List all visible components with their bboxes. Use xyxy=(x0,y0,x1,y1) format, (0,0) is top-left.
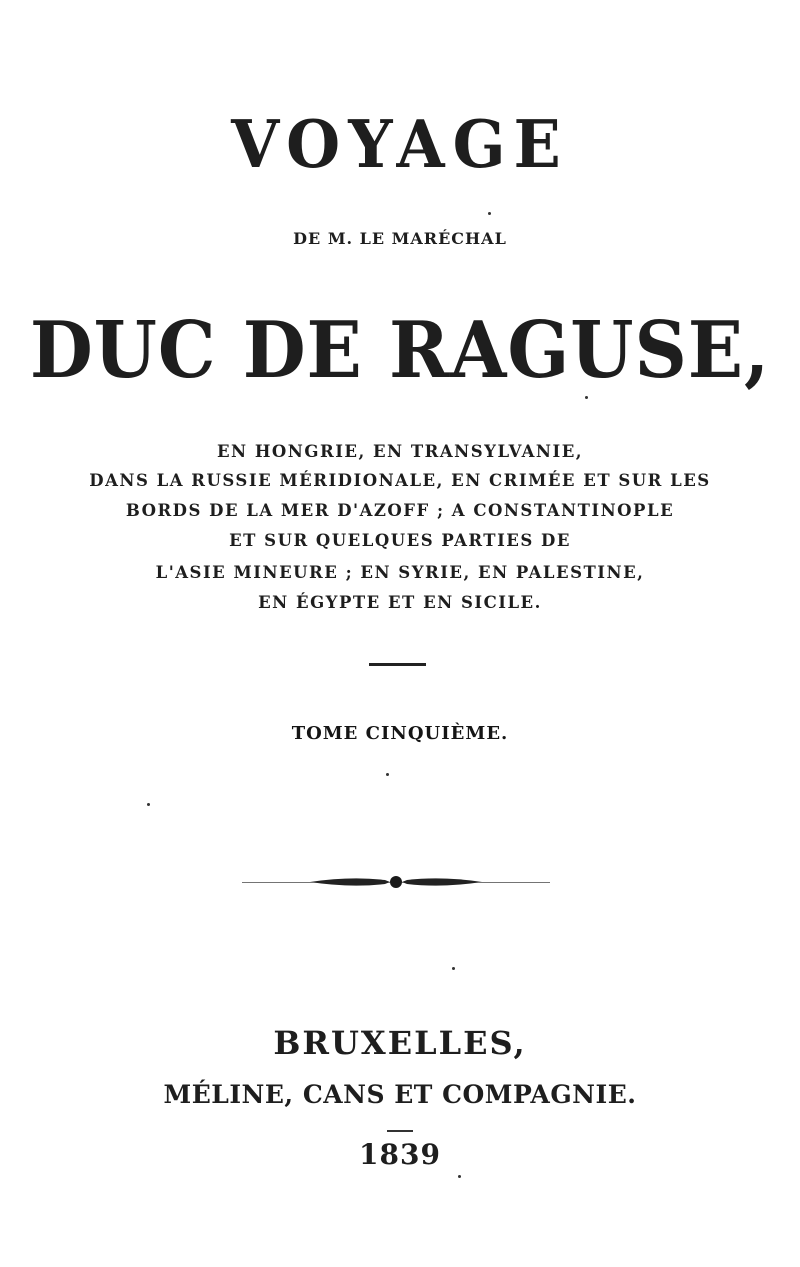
author-prefix: DE M. LE MARÉCHAL xyxy=(293,229,507,248)
paper-speck xyxy=(386,773,389,776)
book-title: VOYAGE xyxy=(231,106,569,183)
year-rule xyxy=(387,1130,413,1132)
ornamental-divider-icon xyxy=(240,870,552,894)
paper-speck xyxy=(147,803,150,806)
author-title: DUC DE RAGUSE, xyxy=(29,305,771,396)
short-divider-rule xyxy=(369,663,426,666)
description-line: EN HONGRIE, EN TRANSYLVANIE, xyxy=(216,442,584,461)
paper-speck xyxy=(452,967,455,970)
description-line: BORDS DE LA MER D'AZOFF ; A CONSTANTINOPLE xyxy=(125,501,675,520)
imprint-year: 1839 xyxy=(359,1138,441,1171)
description-line: ET SUR QUELQUES PARTIES DE xyxy=(229,531,571,550)
paper-speck xyxy=(585,396,588,399)
paper-speck xyxy=(458,1175,461,1178)
description-line: DANS LA RUSSIE MÉRIDIONALE, EN CRIMÉE ET SUR LES xyxy=(89,471,711,490)
volume-label: TOME CINQUIÈME. xyxy=(291,723,509,744)
paper-speck xyxy=(488,212,491,215)
description-line: EN ÉGYPTE ET EN SICILE. xyxy=(258,593,542,612)
description-line: L'ASIE MINEURE ; EN SYRIE, EN PALESTINE, xyxy=(155,563,645,582)
imprint-city: BRUXELLES, xyxy=(273,1024,527,1062)
imprint-publisher: MÉLINE, CANS ET COMPAGNIE. xyxy=(163,1080,637,1109)
